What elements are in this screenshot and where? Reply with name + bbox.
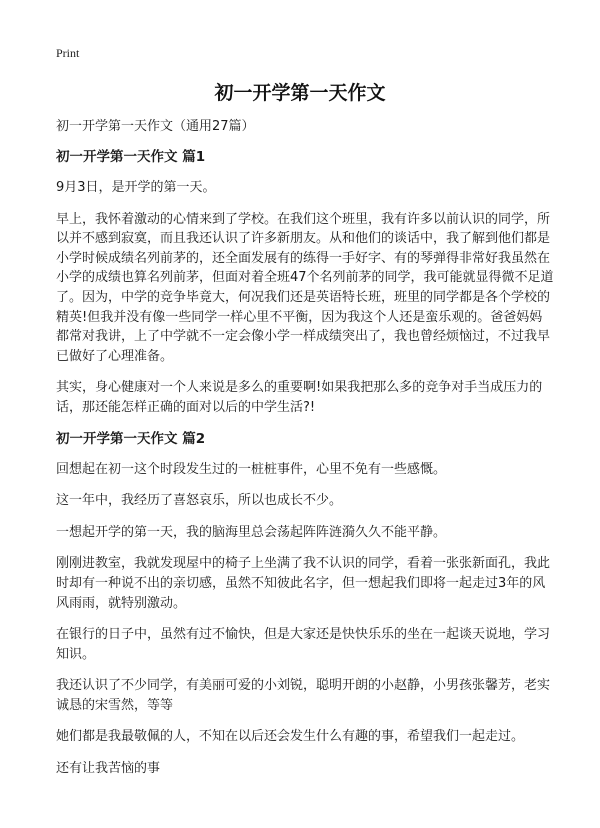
paragraph: 这一年中，我经历了喜怒哀乐，所以也成长不少。	[56, 493, 343, 509]
section-heading: 初一开学第一天作文 篇1	[56, 149, 206, 165]
paragraph: 在银行的日子中，虽然有过不愉快，但是大家还是快快乐乐的坐在一起谈天说地，学习知识。	[56, 627, 551, 662]
paragraph: 还有让我苦恼的事	[56, 761, 161, 777]
print-label: Print	[56, 46, 80, 60]
paragraph: 回想起在初一这个时段发生过的一桩桩事件，心里不免有一些感慨。	[56, 461, 447, 477]
section-1	[56, 148, 554, 418]
section-2	[56, 430, 554, 779]
paragraph: 她们都是我最敬佩的人，不知在以后还会发生什么有趣的事，希望我们一起走过。	[56, 729, 525, 745]
paragraph: 9月3日，是开学的第一天。	[56, 180, 216, 195]
paragraph: 其实，身心健康对一个人来说是多么的重要啊!如果我把那么多的竞争对手当成压力的话，那还能怎样正确的面对以后的中学生活?!	[56, 380, 543, 415]
section-heading: 初一开学第一天作文 篇2	[56, 430, 206, 447]
paragraph: 早上，我怀着激动的心情来到了学校。在我们这个班里，我有许多以前认识的同学，所以并不感到寂寞，而且我还认识了许多新朋友。从和他们的谈话中，我了解到他们都是小学时候成绩名列前茅的，还全面发展有的练得一手好字、有的琴弹得非常好我虽然在小学的成绩也算名列前茅，但面对着全班47个名列前茅的同学，我可能就显得微不足道了。因为，中学的竞争毕竟大，何况我们还是英语特长班，班里的同学都是各个学校的精英!但我并没有像一些同学一样心里不平衡，因为我这个人还是蛮乐观的。爸爸妈妈都常对我讲，上了中学就不一定会像小学一样成绩突出了，我也曾经烦恼过，不过我早已做好了心理准备。	[56, 211, 554, 364]
paragraph: 一想起开学的第一天，我的脑海里总会荡起阵阵涟漪久久不能平静。	[56, 524, 447, 540]
paragraph: 我还认识了不少同学，有美丽可爱的小刘锐，聪明开朗的小赵静，小男孩张馨芳，老实诚恳的宋雪然，等等	[56, 678, 551, 713]
paragraph: 刚刚进教室，我就发现屋中的椅子上坐满了我不认识的同学，看着一张张新面孔，我此时却有一种说不出的亲切感，虽然不知彼此名字，但一想起我们即将一起走过3年的风风雨雨，就特别激动。	[56, 556, 551, 611]
document-title: 初一开学第一天作文	[214, 82, 386, 104]
document-body	[56, 118, 554, 791]
document-subtitle: 初一开学第一天作文（通用27篇）	[56, 119, 255, 134]
